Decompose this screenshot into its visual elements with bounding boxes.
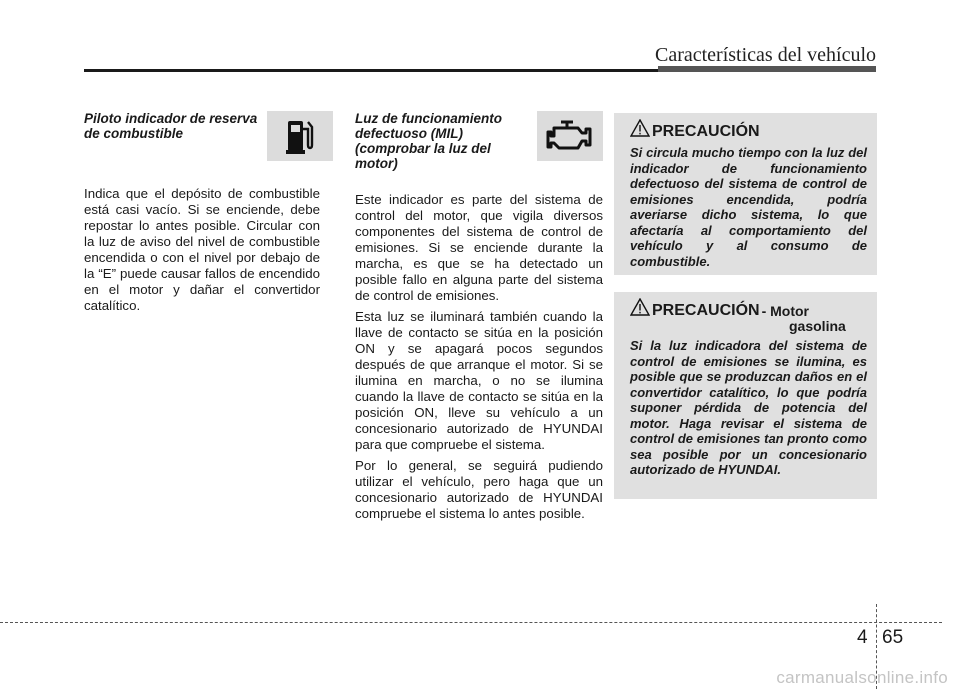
section-title: Características del vehículo bbox=[654, 44, 876, 66]
footer-rule bbox=[0, 622, 942, 623]
fuel-icon-box bbox=[267, 111, 333, 161]
page-number: 65 bbox=[882, 627, 904, 648]
caution-subtitle-2: gasolina bbox=[789, 318, 846, 334]
caution-title-1: PRECAUCIÓN bbox=[630, 123, 867, 141]
warning-triangle-icon bbox=[630, 119, 650, 137]
chapter-number: 4 bbox=[857, 627, 868, 648]
caution-title-2: PRECAUCIÓN - Motor bbox=[630, 302, 867, 320]
fuel-warning-heading: Piloto indicador de reserva de combustible bbox=[84, 111, 258, 141]
caution-body-1: Si circula mucho tiempo con la luz del indicador de funcionamiento defectuoso del sistema de control de emisiones encendida, podría averiarse dicho sistema, lo que afectaría al comportamiento del vehículo y al consumo de combustible. bbox=[630, 145, 867, 269]
warning-triangle-icon bbox=[630, 298, 650, 316]
mil-heading: Luz de funcionamiento defectuoso (MIL) (comprobar la luz del motor) bbox=[355, 111, 502, 171]
mil-body: Este indicador es parte del sistema de control del motor, que vigila diversos componentes del sistema de control de emisiones. Si se enciende durante la marcha, es que se ha detectado un posible fallo en alguna parte del sistema de control de emisiones. Esta luz se iluminará también cuando la llave de contacto se sitúa en la posición ON y se apagará pocos segundos después de que arranque el motor. Si se ilumina en marcha, o no se ilumina cuando la llave de contacto se sitúa en la posición ON, lleve su vehículo a un concesionario autorizado de HYUNDAI para que compruebe el sistema. Por lo general, se seguirá pudiendo utilizar el vehículo, pero haga que un concesionario autorizado de HYUNDAI compruebe el sistema lo antes posible. bbox=[355, 192, 603, 521]
caution-box-2 bbox=[614, 292, 877, 499]
caution-body-2: Si la luz indicadora del sistema de control de emisiones se ilumina, es posible que se produzcan daños en el convertidor catalítico, lo que podría suponer pérdida de potencia del motor. Haga revisar el sistema de control de emisiones tan pronto como sea posible por un concesionario autorizado de HYUNDAI. bbox=[630, 338, 867, 477]
engine-icon-box bbox=[537, 111, 603, 161]
check-engine-icon bbox=[545, 120, 595, 152]
header-rule-accent bbox=[658, 66, 876, 72]
watermark: carmanualsonline.info bbox=[776, 668, 948, 687]
caution-box-1 bbox=[614, 113, 877, 275]
fuel-warning-body: Indica que el depósito de combustible está casi vacío. Si se enciende, debe repostar lo antes posible. Circular con la luz de aviso del nivel de combustible encendida o con el nivel por debajo de la “E” puede causar fallos de encendido en el motor y dañar el convertidor catalítico. bbox=[84, 186, 320, 313]
fuel-pump-icon bbox=[285, 117, 315, 155]
